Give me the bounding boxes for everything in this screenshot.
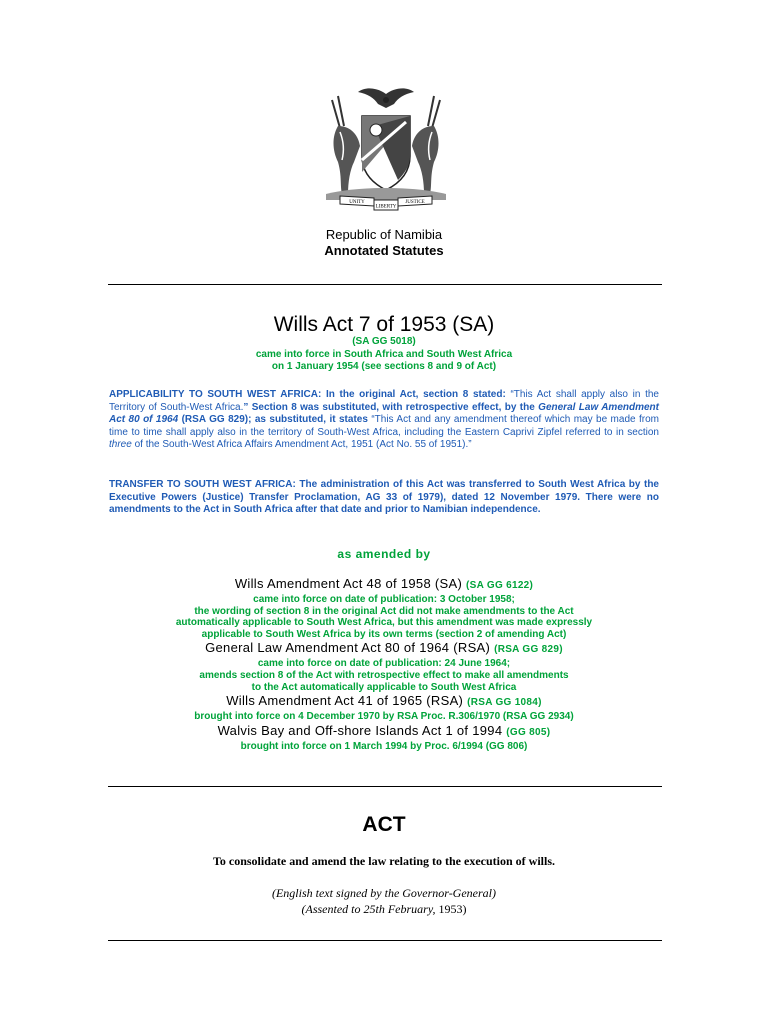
title-force-line2: on 1 January 1954 (see sections 8 and 9 of Act) (271, 361, 497, 372)
applicability-quote-1: “This Act shall apply also in the Territory of South-West Africa. (109, 389, 659, 413)
as-amended-by-heading: as amended by (337, 547, 431, 561)
amendment-note: applicable to South West Africa by its own terms (section 2 of amending Act) (201, 628, 567, 640)
divider-middle (108, 786, 662, 787)
applicability-paragraph (109, 389, 659, 452)
motto-unity: UNITY (349, 200, 365, 205)
signed-note: (English text signed by the Governor-General) (271, 886, 497, 900)
divider-top (108, 284, 662, 285)
assented-year: 1953) (435, 902, 467, 916)
applicability-quote-2-italic: three (109, 439, 132, 450)
publisher-block (0, 227, 768, 259)
amendment-item (0, 693, 768, 723)
amendment-title: General Law Amendment Act 80 of 1964 (RSA) (205, 640, 491, 656)
transfer-paragraph: TRANSFER TO SOUTH WEST AFRICA: The administration of this Act was transferred to South West Africa by the Executive Powers (Justice) Transfer Proclamation, AG 33 of 1979), dated 12 November 1979. There were no amendments to the Act in South Africa after that date and prior to Namibian independence. (109, 479, 659, 515)
amendment-note: came into force on date of publication: 3 October 1958; (253, 594, 515, 605)
act-title: Wills Act 7 of 1953 (SA) (273, 313, 495, 336)
motto-justice: JUSTICE (405, 200, 425, 205)
amendment-note: the wording of section 8 in the original Act did not make amendments to the Act (194, 605, 574, 617)
divider-bottom (108, 940, 662, 941)
amendment-note: amends section 8 of the Act with retrospective effect to make all amendments (199, 669, 569, 681)
amendment-note: to the Act automatically applicable to South West Africa (251, 681, 517, 693)
applicability-text-2: ” Section 8 was substituted, with retrospective effect, by the (243, 401, 539, 413)
amendment-title: Wills Amendment Act 48 of 1958 (SA) (234, 576, 463, 591)
act-purpose: To consolidate and amend the law relating to the execution of wills. (212, 854, 555, 868)
title-force-line1: came into force in South Africa and South West Africa (255, 348, 513, 360)
republic-label: Republic of Namibia (325, 227, 443, 242)
title-meta (0, 336, 768, 374)
amendment-note: automatically applicable to South West Africa, but this amendment was made expressly (175, 617, 593, 629)
applicability-quote-2a: “This Act and any amendment thereof which may be made from time to time shall apply also in the territory of South-West Africa, including the Eastern Caprivi Zipfel referred to in section (109, 414, 659, 438)
amendment-gazette: (SA GG 6122) (466, 580, 534, 591)
namibia-coat-of-arms (318, 86, 454, 212)
applicability-quote-2b: of the South-West Africa Affairs Amendment Act, 1951 (Act No. 55 of 1951).” (131, 439, 472, 450)
applicability-label: APPLICABILITY TO SOUTH WEST AFRICA: (109, 389, 322, 400)
title-gazette: (SA GG 5018) (352, 336, 416, 347)
amendments-list (0, 576, 768, 752)
signature-block (0, 885, 768, 917)
amendment-item (0, 576, 768, 640)
amendment-gazette: (GG 805) (506, 726, 551, 738)
motto-liberty: LIBERTY (375, 204, 397, 210)
applicability-text-3: (RSA GG 829); as substituted, it states (178, 414, 372, 425)
assented-label: (Assented to 25th February, (301, 902, 436, 916)
amendment-title: Wills Amendment Act 41 of 1965 (RSA) (226, 693, 464, 709)
annotated-statutes-label: Annotated Statutes (324, 243, 444, 258)
amendment-gazette: (RSA GG 829) (494, 644, 563, 656)
act-heading: ACT (362, 813, 406, 836)
amendment-title: Walvis Bay and Off-shore Islands Act 1 of 1994 (217, 722, 503, 738)
applicability-text-1: In the original Act, section 8 stated: (321, 389, 511, 400)
amendment-item (0, 723, 768, 753)
amendment-gazette: (RSA GG 1084) (467, 697, 542, 709)
amendment-note: brought into force on 4 December 1970 by RSA Proc. R.306/1970 (RSA GG 2934) (194, 711, 574, 723)
amendment-item (0, 640, 768, 693)
amendment-note: brought into force on 1 March 1994 by Proc. 6/1994 (GG 806) (240, 740, 528, 752)
amendment-note: came into force on date of publication: 24 June 1964; (257, 658, 511, 670)
applicability-italic-act: General Law Amendment Act 80 of 1964 (109, 401, 659, 425)
